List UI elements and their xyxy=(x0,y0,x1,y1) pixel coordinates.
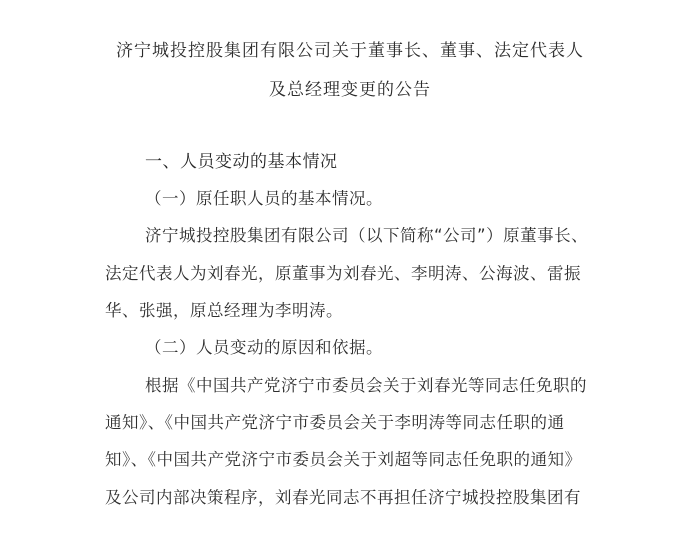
section-heading: 一、人员变动的基本情况 xyxy=(145,152,338,172)
paragraph-2-line-2: 通知》、《中国共产党济宁市委员会关于李明涛等同志任职的通 xyxy=(105,413,565,432)
paragraph-1-line-2: 法定代表人为刘春光，原董事为刘春光、李明涛、公海波、雷振 xyxy=(105,264,581,283)
document-title-line-1: 济宁城投控股集团有限公司关于董事长、董事、法定代表人 xyxy=(116,41,584,61)
paragraph-2-line-3: 知》、《中国共产党济宁市委员会关于刘超等同志任免职的通知》 xyxy=(105,450,582,469)
document-title-line-2: 及总经理变更的公告 xyxy=(269,80,431,100)
paragraph-1-line-3: 华、张强，原总经理为李明涛。 xyxy=(105,301,343,320)
paragraph-2-line-1: 根据《中国共产党济宁市委员会关于刘春光等同志任免职的 xyxy=(145,376,587,395)
subsection-heading-2: （二）人员变动的原因和依据。 xyxy=(145,338,383,357)
paragraph-2-line-4: 及公司内部决策程序，刘春光同志不再担任济宁城投控股集团有 xyxy=(105,488,581,507)
subsection-heading-1: （一）原任职人员的基本情况。 xyxy=(145,189,383,208)
paragraph-1-line-1: 济宁城投控股集团有限公司（以下简称“公司”）原董事长、 xyxy=(145,226,589,245)
